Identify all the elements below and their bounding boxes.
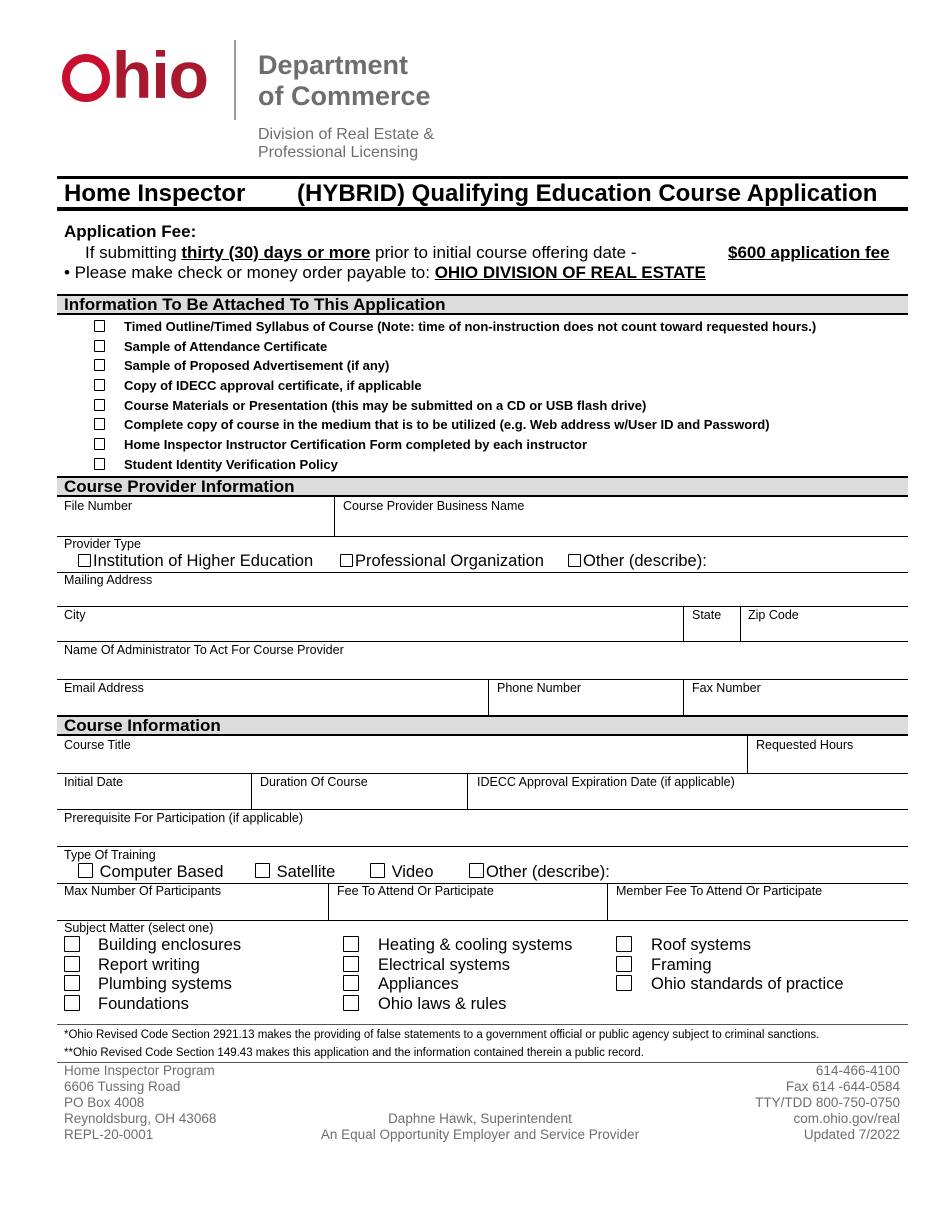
file-number-label: File Number [64, 499, 133, 513]
subject-option[interactable] [616, 975, 844, 995]
course-heading: Course Information [57, 715, 908, 736]
divider [488, 679, 489, 715]
divider [740, 606, 741, 641]
fee-suffix: prior to initial course offering date - [370, 243, 637, 262]
option-label: Other (describe): [583, 552, 707, 570]
footer-line: Updated 7/2022 [803, 1127, 900, 1142]
department-name [258, 50, 431, 112]
subject-label: Plumbing systems [98, 975, 232, 993]
checkbox[interactable] [64, 956, 80, 972]
footer-line: Reynoldsburg, OH 43068 [64, 1111, 217, 1126]
checkbox[interactable] [343, 975, 359, 991]
row-divider [57, 809, 908, 810]
notes-divider [57, 1024, 908, 1025]
logo-text: hio [112, 38, 208, 112]
checkbox[interactable] [255, 863, 270, 878]
checkbox[interactable] [94, 379, 105, 391]
duration-label: Duration Of Course [260, 775, 368, 789]
state-label: State [692, 608, 722, 622]
checkbox[interactable] [78, 554, 91, 567]
division-line2: Professional Licensing [258, 144, 419, 161]
checkbox[interactable] [94, 320, 105, 332]
subject-matter-label: Subject Matter (select one) [64, 921, 214, 935]
subject-label: Ohio laws & rules [378, 994, 507, 1013]
checkbox[interactable] [343, 956, 359, 972]
checkbox[interactable] [64, 975, 80, 991]
footer-line: 614-466-4100 [815, 1063, 900, 1078]
ohio-logo [62, 38, 208, 112]
attach-item-label: Student Identity Verification Policy [124, 457, 338, 472]
provider-type-option[interactable] [568, 552, 707, 571]
form-title-left: Home Inspector [64, 180, 246, 207]
row-divider [57, 572, 908, 573]
logo-o-ring [62, 54, 110, 102]
option-label: Institution of Higher Education [93, 552, 314, 570]
subject-label: Framing [651, 955, 712, 974]
fee-label: Application Fee: [64, 222, 197, 241]
initial-date-label: Initial Date [64, 775, 124, 789]
attach-item[interactable] [94, 436, 587, 454]
course-title-label: Course Title [64, 738, 131, 752]
email-label: Email Address [64, 681, 144, 695]
row-divider [57, 846, 908, 847]
fax-label: Fax Number [692, 681, 761, 695]
subject-label: Electrical systems [378, 955, 511, 974]
note-false-statements: *Ohio Revised Code Section 2921.13 makes the providing of false statements to a government official or public agency subject to criminal sanctions. [64, 1029, 820, 1041]
checkbox[interactable] [616, 956, 632, 972]
footer-line: REPL-20-0001 [64, 1127, 154, 1142]
checkbox[interactable] [469, 863, 484, 878]
subject-label: Ohio standards of practice [651, 975, 844, 993]
footer-line: Home Inspector Program [64, 1063, 215, 1078]
prerequisite-label: Prerequisite For Participation (if applicable) [64, 811, 303, 825]
footer-line: Daphne Hawk, Superintendent [388, 1111, 572, 1126]
attach-item[interactable] [94, 338, 327, 356]
checkbox[interactable] [94, 418, 105, 430]
subject-label: Building enclosures [98, 936, 242, 954]
division-name [258, 126, 434, 162]
attach-item-label: Complete copy of course in the medium that is to be utilized (e.g. Web address w/User ID and Password) [124, 417, 770, 432]
attach-item[interactable] [94, 377, 422, 395]
division-line1: Division of Real Estate & [258, 126, 435, 143]
checkbox[interactable] [370, 863, 385, 878]
requested-hours-label: Requested Hours [756, 738, 854, 752]
option-label: Video [391, 863, 434, 881]
option-label: Computer Based [99, 863, 224, 881]
checkbox[interactable] [64, 995, 80, 1011]
fee-condition [85, 243, 636, 263]
divider [251, 773, 252, 809]
fee-to-attend-label: Fee To Attend Or Participate [337, 884, 494, 898]
fee-prefix: If submitting [85, 243, 182, 262]
training-option[interactable] [78, 863, 223, 882]
subject-option[interactable] [64, 956, 241, 976]
row-divider [57, 679, 908, 680]
checkbox[interactable] [94, 399, 105, 411]
divider [683, 606, 684, 641]
phone-label: Phone Number [497, 681, 582, 695]
payable-line [64, 263, 706, 283]
max-participants-label: Max Number Of Participants [64, 884, 221, 898]
fee-amount: $600 application fee [728, 243, 890, 262]
checkbox[interactable] [64, 936, 80, 952]
provider-type-label: Provider Type [64, 537, 141, 551]
attach-item-label: Copy of IDECC approval certificate, if applicable [124, 378, 422, 393]
checkbox[interactable] [78, 863, 93, 878]
divider [328, 883, 329, 920]
checkbox[interactable] [568, 554, 581, 567]
option-label: Other (describe): [486, 863, 610, 881]
attach-item[interactable] [94, 318, 816, 336]
checkbox[interactable] [94, 359, 105, 371]
attach-item-label: Timed Outline/Timed Syllabus of Course (Note: time of non-instruction does not count toward requested hours.) [124, 319, 817, 334]
subject-option[interactable] [64, 936, 241, 956]
subject-label: Roof systems [651, 936, 751, 954]
subject-option[interactable] [343, 975, 572, 995]
attach-item[interactable] [94, 357, 389, 375]
row-divider [57, 773, 908, 774]
administrator-label: Name Of Administrator To Act For Course Provider [64, 643, 344, 657]
idecc-label: IDECC Approval Expiration Date (if applicable) [477, 775, 735, 789]
footer-line: Fax 614 -644-0584 [785, 1079, 900, 1094]
checkbox[interactable] [616, 936, 632, 952]
subject-label: Heating & cooling systems [378, 936, 573, 954]
subject-label: Appliances [378, 975, 459, 993]
subject-column-2 [343, 936, 572, 1014]
fee-bold: thirty (30) days or more [181, 243, 371, 262]
footer-contact [650, 1063, 900, 1143]
payable-prefix: • Please make check or money order payable to: [64, 263, 435, 282]
title-rule-top [57, 176, 908, 179]
subject-option[interactable] [343, 956, 572, 976]
title-rule-bottom [57, 207, 908, 211]
city-label: City [64, 608, 86, 622]
subject-option[interactable] [343, 936, 572, 956]
attach-heading: Information To Be Attached To This Application [57, 294, 908, 315]
divider [747, 736, 748, 773]
note-public-record: **Ohio Revised Code Section 149.43 makes this application and the information contained therein a public record. [64, 1047, 644, 1059]
divider [334, 495, 335, 536]
checkbox[interactable] [340, 554, 353, 567]
row-divider [57, 536, 908, 537]
divider [607, 883, 608, 920]
footer-line: An Equal Opportunity Employer and Service Provider [320, 1127, 640, 1142]
attach-item[interactable] [94, 397, 646, 415]
training-option[interactable] [469, 863, 610, 882]
member-fee-label: Member Fee To Attend Or Participate [616, 884, 823, 898]
attach-item-label: Home Inspector Instructor Certification Form completed by each instructor [124, 437, 588, 452]
training-type-label: Type Of Training [64, 848, 156, 862]
attach-item-label: Sample of Attendance Certificate [124, 339, 328, 354]
provider-heading: Course Provider Information [57, 476, 908, 497]
business-name-label: Course Provider Business Name [343, 499, 525, 513]
attach-item-label: Course Materials or Presentation (this may be submitted on a CD or USB flash drive) [124, 398, 647, 413]
divider [683, 679, 684, 715]
row-divider [57, 641, 908, 642]
subject-label: Foundations [98, 994, 189, 1013]
training-option[interactable] [255, 863, 335, 882]
footer-center [280, 1111, 680, 1143]
subject-option[interactable] [616, 936, 844, 956]
subject-option[interactable] [343, 995, 572, 1015]
footer-line: TTY/TDD 800-750-0750 [755, 1095, 900, 1110]
zip-label: Zip Code [748, 608, 799, 622]
footer-address [64, 1063, 216, 1143]
dept-line2: of Commerce [258, 81, 431, 111]
row-divider [57, 606, 908, 607]
training-option[interactable] [370, 863, 434, 882]
payable-name: OHIO DIVISION OF REAL ESTATE [434, 263, 706, 282]
checkbox[interactable] [343, 936, 359, 952]
checkbox[interactable] [343, 995, 359, 1011]
attach-item-label: Sample of Proposed Advertisement (if any) [124, 358, 390, 373]
checkbox[interactable] [94, 340, 105, 352]
checkbox[interactable] [94, 458, 105, 470]
subject-option[interactable] [64, 995, 241, 1015]
subject-label: Report writing [98, 955, 200, 974]
form-title-right: (HYBRID) Qualifying Education Course Application [297, 180, 878, 207]
attach-item[interactable] [94, 416, 770, 434]
checkbox[interactable] [94, 438, 105, 450]
subject-column-3 [616, 936, 844, 995]
attach-item[interactable] [94, 456, 338, 474]
subject-option[interactable] [64, 975, 241, 995]
footer-line: 6606 Tussing Road [64, 1079, 181, 1094]
footer-line: PO Box 4008 [64, 1095, 145, 1110]
subject-option[interactable] [616, 956, 844, 976]
divider [467, 773, 468, 809]
provider-type-option[interactable] [78, 552, 313, 571]
checkbox[interactable] [616, 975, 632, 991]
subject-column-1 [64, 936, 241, 1014]
dept-line1: Department [258, 50, 409, 80]
logo-divider [234, 40, 236, 120]
option-label: Satellite [276, 863, 336, 881]
option-label: Professional Organization [355, 552, 544, 570]
footer-line[interactable]: com.ohio.gov/real [793, 1111, 900, 1126]
provider-type-option[interactable] [340, 552, 544, 571]
mailing-address-label: Mailing Address [64, 573, 153, 587]
